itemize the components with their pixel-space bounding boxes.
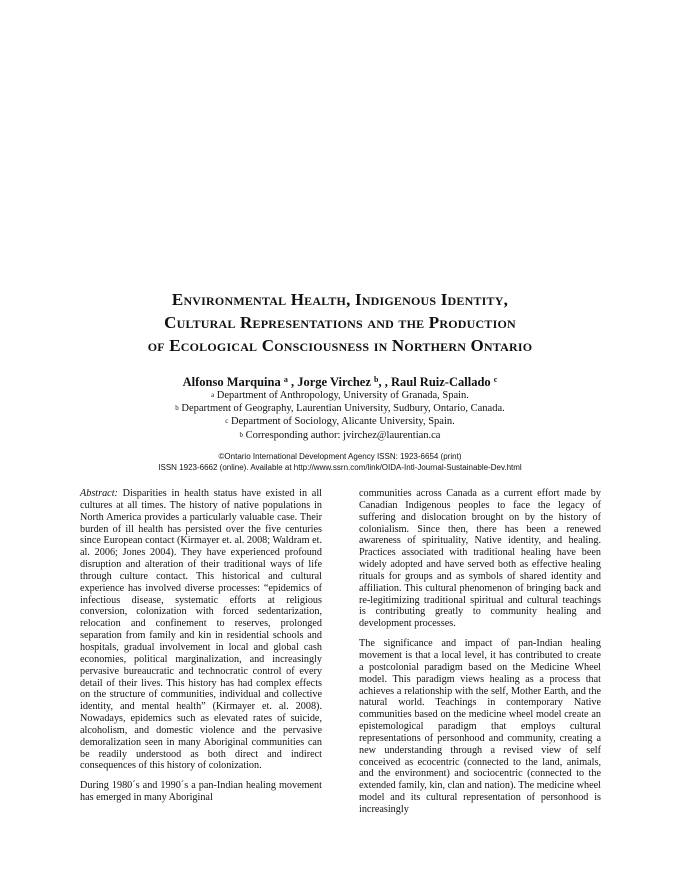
title-line: Cultural Representations and the Production bbox=[164, 313, 516, 332]
corresponding-author: $^b$ Corresponding author: jvirchez@laurentian.ca bbox=[239, 429, 441, 441]
body-paragraph: During 1980´s and 1990´s a pan-Indian healing movement has emerged in many Aboriginal bbox=[80, 780, 322, 804]
journal-issn bbox=[60, 451, 620, 473]
abstract-text: Disparities in health status have existed in all cultures at all times. The history of native populations in North America provides a particularly valuable case. Their burden of ill health has persisted over the five centuries since European contact (Kirmayer et. al. 2008; Waldram et. al. 2006; Jones 2004). They have experienced profound disruption and alteration of their traditional ways of life through culture contact. This historical and cultural experience has involved diverse processes: “epidemics of infectious disease, systematic efforts at religious conversion, colonization with forced sedentarization, relocation and confinement to reserves, prolonged separation from family and kin in residential schools and hospitals, gradual involvement in local and global cash economies, political marginalization, and increasingly pervasive bureaucratic and technocratic control of every detail of their lives. This history has had complex effects on the structure of communities, individual and collective identity, and mental health” (Kirmayer et. al. 2008). Nowadays, epidemics such as elevated rates of suicide, alcoholism, and domestic violence and the pervasive demoralization seen in many Aboriginal communities can be readily understood as both direct and indirect consequences of this history of colonization. bbox=[80, 488, 322, 772]
author-name: Jorge Virchez bbox=[297, 375, 371, 389]
issn-line: ©Ontario International Development Agency ISSN: 1923-6654 (print) bbox=[218, 452, 462, 461]
body-column-left bbox=[80, 488, 322, 804]
author-mark: c bbox=[493, 375, 498, 384]
author-mark: b bbox=[374, 375, 379, 384]
body-column-right bbox=[359, 488, 601, 816]
author-separator: , bbox=[287, 375, 298, 389]
author-separator: , , bbox=[378, 375, 391, 389]
abstract-paragraph bbox=[80, 488, 322, 772]
body-paragraph: communities across Canada as a current effort made by Canadian Indigenous peoples to face the legacy of suffering and dislocation brought on by the history of colonialism. Since then, there has been a renewed awareness of spirituality, Native identity, and healing. Practices associated with traditional healing have been widely adopted and have served both as effective healing rituals for groups and as symbols of shared identity and affiliation. This cultural phenomenon of bringing back and re-legitimizing traditional spiritual and cultural teachings is contributing greatly to community healing and development processes. bbox=[359, 488, 601, 630]
affiliation-line: $^c$ Department of Sociology, Alicante University, Spain. bbox=[225, 416, 455, 428]
author-mark: a bbox=[283, 375, 288, 384]
paper-title bbox=[60, 288, 620, 357]
affiliation-line: $^a$ Department of Anthropology, University of Granada, Spain. bbox=[211, 390, 469, 401]
title-line: of Ecological Consciousness in Northern Ontario bbox=[147, 336, 533, 355]
body-paragraph: The significance and impact of pan-Indian healing movement is that a local level, it has contributed to create a postcolonial paradigm based on the Medicine Wheel model. This paradigm views healing as a process that achieves a relationship with the self, Mother Earth, and the natural world. Teachings in contemporary Native communities based on the medicine wheel model create an epistemological paradigm that employs cultural representations of personhood and community, creating a new understanding through a revised view of self conceived as ecocentric (connected to the land, animals, and the environment) and sociocentric (connected to the extended family, kin, clan and nation). The medicine wheel model and its cultural representation of personhood is increasingly bbox=[359, 638, 601, 815]
author-name: Alfonso Marquina bbox=[182, 375, 281, 389]
author-list bbox=[60, 374, 620, 390]
issn-line: ISSN 1923-6662 (online). Available at http://www.ssrn.com/link/OIDA-Intl-Journal-Sustainable-Dev.html bbox=[158, 463, 522, 472]
affiliations bbox=[60, 389, 620, 442]
title-line: Environmental Health, Indigenous Identity, bbox=[171, 290, 509, 309]
author-name: Raul Ruiz-Callado bbox=[390, 375, 491, 389]
affiliation-line: $^b$ Department of Geography, Laurentian University, Sudbury, Ontario, Canada. bbox=[175, 403, 505, 415]
abstract-label: Abstract: bbox=[80, 488, 118, 499]
